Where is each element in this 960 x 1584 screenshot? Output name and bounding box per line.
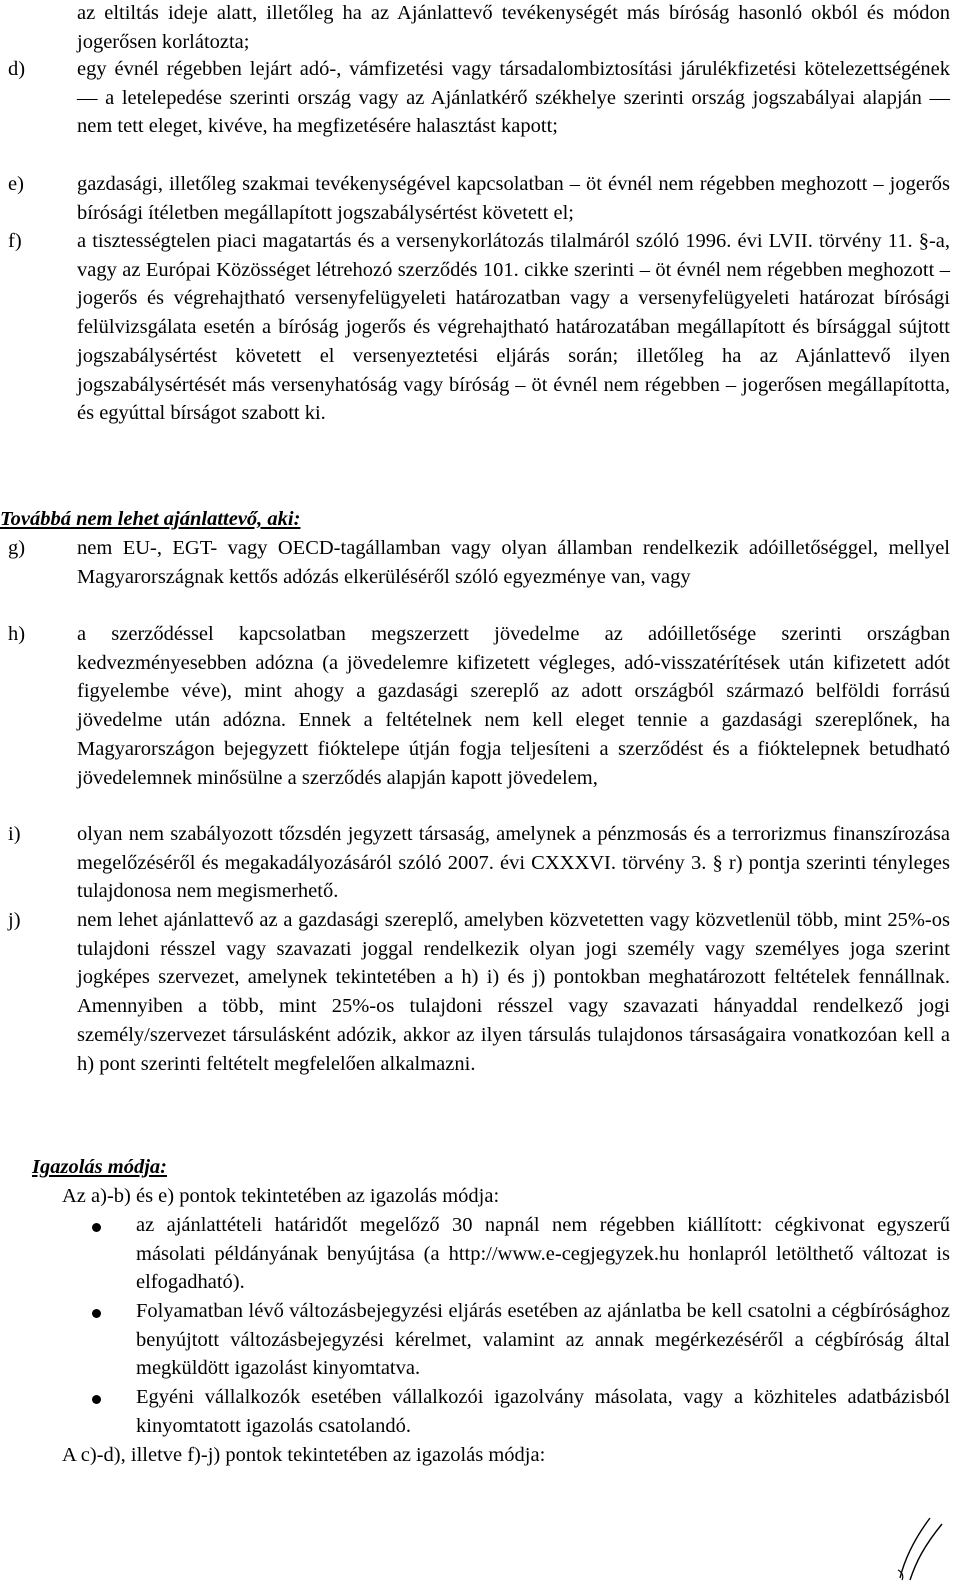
bullet-icon [92, 1223, 101, 1232]
bullet-item [0, 1383, 950, 1440]
list-item-j [0, 906, 950, 1078]
bullet-text: Folyamatban lévő változásbejegyzési eljárás esetében az ajánlatba be kell csatolni a cégbírósághoz benyújtott változásbejegyzési kérelmet, valamint az annak megérkezéséről a cégbíróság által megküldött igazolást kinyomtatva. [136, 1300, 950, 1380]
list-item-e [0, 170, 950, 227]
item-text: nem EU-, EGT- vagy OECD-tagállamban vagy olyan államban rendelkezik adóilletőséggel, mellyel Magyarországnak kettős adózás elkerüléséről szóló egyezménye van, vagy [77, 537, 950, 588]
item-label: e) [8, 173, 24, 195]
bullet-icon [92, 1395, 101, 1404]
igazolas-closing: A c)-d), illetve f)-j) pontok tekintetében az igazolás módja: [62, 1444, 546, 1466]
igazolas-heading: Igazolás módja: [32, 1156, 167, 1178]
item-text: egy évnél régebben lejárt adó-, vámfizetési vagy társadalombiztosítási járulékfizetési kötelezettségének — a letelepedése szerinti ország vagy az Ajánlatkérő székhelye szerinti ország jogszabályai alapján — nem tett eleget, kivéve, ha megfizetésére halasztást kapott; [77, 58, 950, 138]
continuation-text: az eltiltás ideje alatt, illetőleg ha az Ajánlattevő tevékenységét más bíróság hasonló okból és módon jogerősen korlátozta; [77, 2, 950, 53]
bullet-item [0, 1297, 950, 1383]
bullet-item [0, 1211, 950, 1297]
item-label: g) [8, 537, 26, 559]
list-item-h [0, 620, 950, 792]
item-text: a tisztességtelen piaci magatartás és a versenykorlátozás tilalmáról szóló 1996. évi LVII. törvény 11. §-a, vagy az Európai Közösséget létrehozó szerződés 101. cikke szerinti – öt évnél nem régebben meghozott – jogerős és végrehajtható versenyfelügyeleti határozatban vagy a versenyfelügyeleti határozat bírósági felülvizsgálata esetén a bíróság jogerős és végrehajtható határozatában megállapított és bírsággal sújtott jogszabálysértést követett el versenyeztetési eljárás során; illetőleg ha az Ajánlattevő ilyen jogszabálysértését más versenyhatóság vagy bíróság – öt évnél nem régebben – jogerősen megállapította, és egyúttal bírságot szabott ki. [77, 230, 950, 425]
item-label: i) [8, 823, 21, 845]
continuation-paragraph [77, 0, 950, 56]
bullet-icon [92, 1309, 101, 1318]
bullet-text: Egyéni vállalkozók esetében vállalkozói igazolvány másolata, vagy a közhiteles adatbázisból kinyomtatott igazolás csatolandó. [136, 1386, 950, 1437]
item-label: j) [8, 909, 21, 931]
item-label: h) [8, 623, 26, 645]
item-text: olyan nem szabályozott tőzsdén jegyzett társaság, amelynek a pénzmosás és a terrorizmus finanszírozása megelőzéséről és megakadályozásáról szóló 2007. évi CXXXVI. törvény 3. § r) pontja szerinti tényleges tulajdonosa nem megismerhető. [77, 823, 950, 903]
signature-initials-icon [890, 1512, 950, 1582]
list-item-f [0, 227, 950, 428]
igazolas-intro: Az a)-b) és e) pontok tekintetében az igazolás módja: [62, 1185, 500, 1207]
list-item-d [0, 55, 950, 141]
item-text: gazdasági, illetőleg szakmai tevékenységével kapcsolatban – öt évnél nem régebben meghozott – jogerős bírósági ítéletben megállapított jogszabálysértést követett el; [77, 173, 950, 224]
item-text: a szerződéssel kapcsolatban megszerzett jövedelme az adóilletősége szerinti országban kedvezményesebben adózna (a jövedelemre kifizetett végleges, adó-visszatérítések után kifizetett adót figyelembe véve), mint ahogy a gazdasági szereplő az adott országból származó belföldi forrású jövedelme után adózna. Ennek a feltételnek nem kell eleget tennie a gazdasági szereplőnek, ha Magyarországon bejegyzett fióktelepe útján fogja teljesíteni a szerződést és a fióktelepnek betudható jövedelemnek minősülne a szerződés alapján kapott jövedelem, [77, 623, 950, 789]
section-heading: Továbbá nem lehet ajánlattevő, aki: [0, 508, 301, 530]
list-item-g [0, 534, 950, 591]
item-label: f) [8, 230, 22, 252]
bullet-text: az ajánlattételi határidőt megelőző 30 napnál nem régebben kiállított: cégkivonat egyszerű másolati példányának benyújtása (a http://www.e-cegjegyzek.hu honlapról letölthető változat is elfogadható). [136, 1214, 950, 1294]
item-text: nem lehet ajánlattevő az a gazdasági szereplő, amelyben közvetetten vagy közvetlenül több, mint 25%-os tulajdoni résszel vagy szavazati joggal rendelkezik olyan jogi személy vagy személyes joga szerint jogképes szervezet, amelynek tekintetében a h) i) és j) pontokban meghatározott feltételek fennállnak. Amennyiben a több, mint 25%-os tulajdoni résszel vagy szavazati hányaddal rendelkező jogi személy/szervezet társulásként adózik, akkor az ilyen társulás tulajdonos társaságaira vonatkozóan kell a h) pont szerinti feltételt megfelelően alkalmazni. [77, 909, 950, 1075]
list-item-i [0, 820, 950, 906]
item-label: d) [8, 58, 26, 80]
